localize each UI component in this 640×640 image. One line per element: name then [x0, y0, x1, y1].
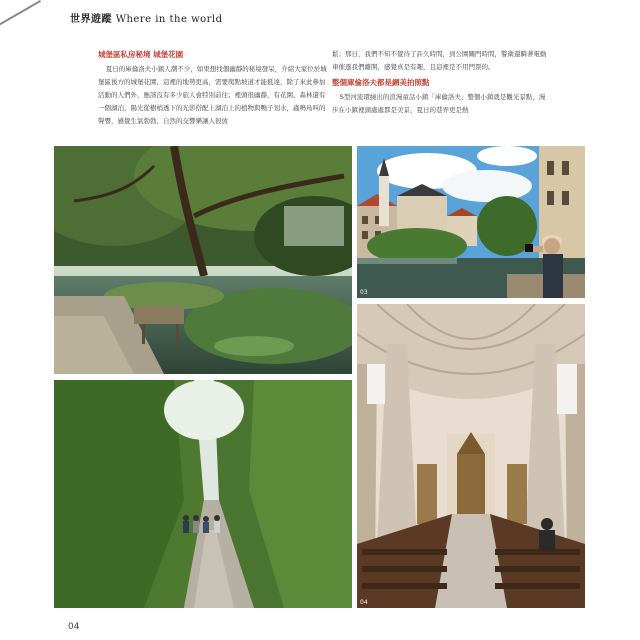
castle-garden-lake-image: [54, 146, 352, 374]
photo-castle-garden-lake: [54, 146, 352, 374]
church-interior-image: [357, 304, 585, 608]
photo-hedge-path: [54, 380, 352, 608]
right-text-column: [332, 48, 547, 117]
right-heading: 整個庫倫洛夫都是網美拍照點: [332, 78, 430, 87]
photo-number-04: 04: [360, 599, 368, 606]
page-number: 04: [68, 622, 80, 632]
right-continued-text: 鬆；那日，我們不知不覺待了許久時間，到公園關門時間，警衛還騎著電動車催逐我們離開，感覺真是有趣，且這裡是不用門票的。: [332, 50, 547, 71]
section-title-cn: 世界遊蹤: [70, 14, 112, 25]
left-text-column: [98, 48, 330, 128]
left-heading: 城堡區私房秘境 城堡花園: [98, 50, 184, 59]
photo-river-town: [357, 146, 585, 298]
left-body: 夏日的庫倫洛夫小鎮人潮不少，如果想找個幽靜的秘境發呆，介紹大家位於城堡區後方的城堡花園，這裡的地勢更高，需要爬點坡道才能抵達，除了來此參加活動的人們外，應該沒有多少旅人會特別前往；裡頭很幽靜，有花園、森林還有一個湖泊，陽光從樹梢透下的光影搭配上湖泊上的植物與鴨子划水，蟲鳴鳥叫的聲響，感覺生氣勃勃，自然的交響樂讓人很放: [98, 65, 327, 125]
right-body: S型河流環繞出的浪漫童話小鎮「庫倫洛夫」整個小鎮就是觀光景點，漫步在小鎮裡頭處處都是美景，夏日的巷弄更是熱: [332, 93, 546, 114]
corner-diagonal-line: [0, 0, 41, 32]
river-town-image: [357, 146, 585, 298]
photo-church-interior: [357, 304, 585, 608]
section-header: [70, 10, 223, 25]
hedge-path-image: [54, 380, 352, 608]
section-title-en: Where in the world: [115, 14, 223, 25]
photo-number-03: 03: [360, 289, 368, 296]
